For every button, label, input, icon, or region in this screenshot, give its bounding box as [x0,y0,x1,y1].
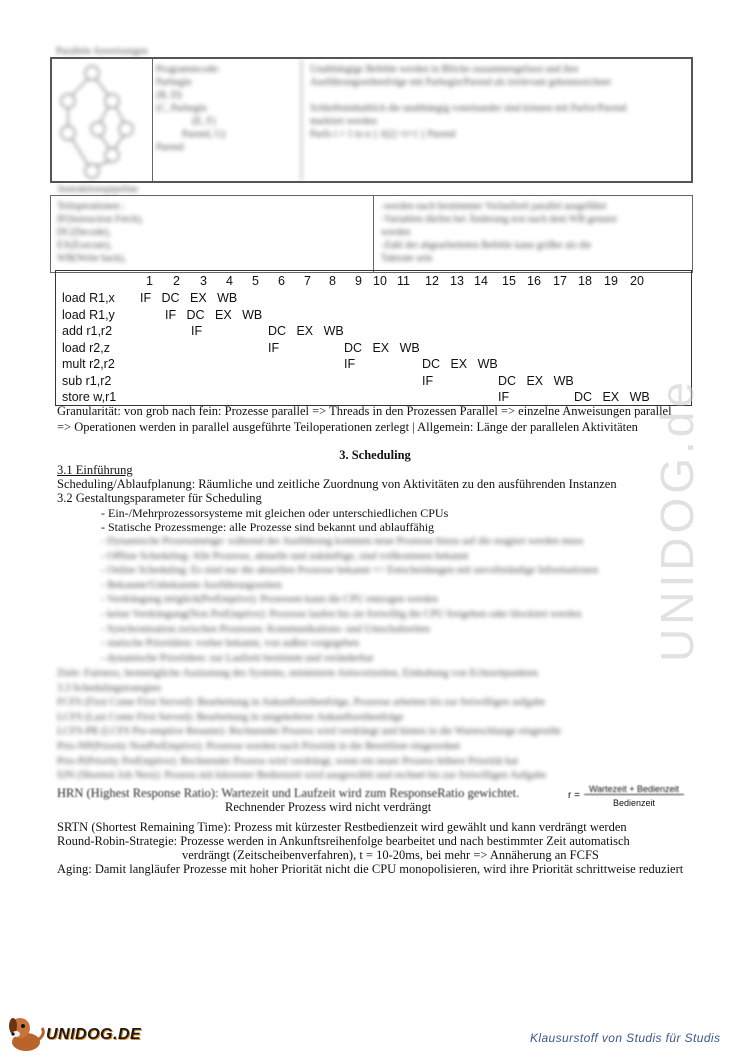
clock-number: 4 [226,274,233,288]
round-robin-line-2: verdrängt (Zeitscheibenverfahren), t = 10-20ms, bei mehr => Annäherung an FCFS [182,848,599,862]
pipe-line: -Variablen dürfen bei Änderung erst nach dem WB genutzt [381,214,617,225]
instruction-stage-if: IF [422,374,434,388]
bullet-item: - Statische Prozessmenge: alle Prozesse sind bekannt und ablauffähig [101,520,435,534]
bullet-item: - dynamische Prioritäten: zur Laufzeit bestimmt und veränderbar [101,652,374,664]
bullet-item: - keine Verdrängung(Non PreEmptive): Prozesse laufen bis sie freiwillig die CPU freigeben oder blockiert werden [101,608,582,620]
text-line: Prio-P(Priority PreEmptive): Rechnender Prozess wird verdrängt, wenn ein neuer Prozess höhere Priorität hat [57,755,519,767]
text-line: Ziele: Fairness, bestmögliche Auslastung des Systems, minimierte Antwortzeiten, Einhaltung von Echtzeitpunkten [57,668,538,679]
parallel-table [50,57,693,183]
description-cell [310,63,690,141]
bullet-item: - Ein-/Mehrprozessorsysteme mit gleichen oder unterschiedlichen CPUs [101,506,449,520]
clock-number: 1 [146,274,153,288]
instruction-label: add r1,r2 [62,324,113,338]
clock-number: 16 [527,274,541,288]
granularity-line: => Operationen werden in parallel ausgeführte Teiloperationen zerlegt | Allgemein: Länge der parallelen Aktivitäten [57,420,638,434]
instruction-stages: DC EX WB [268,324,344,338]
round-robin-line: Round-Robin-Strategie: Prozesse werden in Ankunftsreihenfolge bearbeitet und nach bestimmter Zeit automatisch [57,834,630,848]
formula-denominator: Bedienzeit [612,798,656,808]
formula-numerator: Wartezeit + Bedienzeit [584,784,684,795]
code-line: Parend [156,142,184,153]
graph-cell [52,59,153,181]
pipeline-caption: Instruktionspipeline [58,184,138,195]
text-line: SJN (Shortest Job Next): Prozess mit kürzester Bedienzeit wird ausgewählt und rechnet bis zur freiwilligen Aufgabe [57,770,547,782]
instruction-stages: DC EX WB [422,357,498,371]
aging-line: Aging: Damit langläufer Prozesse mit hoher Priorität nicht die CPU monopolisieren, wird ihre Priorität schrittweise reduziert [57,862,684,876]
pipeline-right [381,200,617,265]
bullet-item: - Bekannte/Unbekannte Ausführungszeiten [101,579,282,591]
footer-tagline: Klausurstoff von Studis für Studis [530,1031,721,1045]
subsection-heading: 3.1 Einführung [57,463,133,477]
clock-number: 3 [200,274,207,288]
instruction-label: sub r1,r2 [62,374,112,388]
pipe-line: DC(Decode), [57,227,111,238]
clock-number: 14 [474,274,488,288]
pipeline-left [57,200,143,265]
section-title: 3. Scheduling [339,448,411,462]
pipe-line: Teiloperationen : [57,201,125,212]
pipeline-schedule [55,270,692,406]
pipe-line: Taktrate sein [381,253,433,264]
pipe-line: -werden nach bestimmter Vorlaufzeit parallel ausgeführt [381,201,607,212]
pipe-line: IF(Instruction Fetch), [57,214,144,225]
text-line: FCFS (First Come First Served): Bearbeitung in Ankunftsreihenfolge, Prozesse arbeiten bis zur freiwilligen aufgabe [57,697,546,709]
code-line: (B, D) [156,90,182,101]
watermark-label: UNIDOG.de [651,378,703,662]
clock-number: 20 [630,274,644,288]
clock-number: 8 [329,274,336,288]
clock-number: 9 [355,274,362,288]
bullet-item: - Synchronisation zwischen Prozessen: Kommunikations- und Umschaltzeiten [101,623,430,635]
srtn-line: SRTN (Shortest Remaining Time): Prozess mit kürzester Restbedienzeit wird gewählt und kann verdrängt werden [57,820,627,834]
instruction-label: load R1,y [62,308,115,322]
bullet-item: - Dynamische Prozessmenge: während der Ausführung kommen neue Prozesse hinzu auf die reagiert werden muss [101,536,584,547]
instruction-stages: DC EX WB [498,374,574,388]
code-line: Parend, G) [182,129,226,140]
dog-logo-icon [6,1012,46,1054]
clock-number: 19 [604,274,618,288]
clock-number: 10 [373,274,387,288]
hrn-line: HRN (Highest Response Ratio): Wartezeit und Laufzeit wird zum ResponseRatio gewichtet. [57,786,520,800]
logo-text: UNIDOG.DE [46,1026,142,1043]
code-line: (E, F) [192,116,216,127]
top-caption: Parallele Anweisungen [56,46,148,57]
code-line: (C, Parbegin [156,103,207,114]
instruction-stages: IF DC EX WB [165,308,263,322]
formula-r: r = [568,790,580,801]
clock-number: 6 [278,274,285,288]
code-line: Parbegin [156,77,192,88]
code-line: Programmcode: [156,64,220,75]
instruction-stages: DC EX WB [344,341,420,355]
instruction-stages: DC EX WB [574,390,650,404]
pipe-line: EX(Execute), [57,240,112,251]
instruction-stages: IF DC EX WB [140,291,238,305]
instruction-stage-if: IF [498,390,510,404]
clock-number: 12 [425,274,439,288]
pipe-line: WB(Write back), [57,253,127,264]
instruction-label: store w,r1 [62,390,117,404]
clock-number: 2 [173,274,180,288]
bullet-item: - Offline Scheduling: Alle Prozesse, aktuelle und zukünftige, sind vollkommen bekannt [101,550,469,562]
granularity-line: Granularität: von grob nach fein: Prozesse parallel => Threads in den Prozessen Parallel => einzelne Anweisungen parallel [57,404,672,418]
text-line: 3.3 Schedulingstrategien [57,682,161,694]
instruction-stage-if: IF [344,357,356,371]
definition-text: Scheduling/Ablaufplanung: Räumliche und zeitliche Zuordnung von Aktivitäten zu den ausführenden Instanzen [57,477,617,491]
instruction-label: load R1,x [62,291,115,305]
clock-number: 18 [578,274,592,288]
instruction-label: mult r2,r2 [62,357,115,371]
text-line: LCFS (Last Come First Served): Bearbeitung in umgekehrter Ankunftsreihenfolge [57,711,404,723]
pipe-line: -Zahl der abgearbeiteten Befehle kann größer als die [381,240,592,251]
bullet-item: - statische Prioritäten: vorher bekannt, von außen vorgegeben [101,638,360,650]
desc-line: Unabhängige Befehle werden in Blöcke zusammengefasst und ihre [310,64,579,75]
desc-line: Parfo i = 1 to n { A[i] =i+1 } Parend [310,129,456,140]
clock-number: 5 [252,274,259,288]
text-line: Prio-NP(Priority NonPreEmptive): Prozesse werden nach Priorität in die Bereitliste eingeordnet [57,740,461,752]
clock-number: 17 [553,274,567,288]
blurred-strategies [57,667,561,784]
pipeline-box [50,195,693,273]
process-graph-diagram [52,59,152,181]
instruction-stage-if: IF [268,341,280,355]
bullet-item: - Online Scheduling: Es sind nur die aktuellen Prozesse bekannt => Entscheidungen mit unvollständige Informationen [101,565,599,577]
program-code-cell [152,59,302,181]
clock-number: 13 [450,274,464,288]
bullet-item: - Verdrängung möglich(PreEmptive): Prozessen kann die CPU entzogen werden [101,594,438,606]
clock-number: 7 [304,274,311,288]
clock-number: 15 [502,274,516,288]
hrn-line-2: Rechnender Prozess wird nicht verdrängt [225,800,432,814]
clock-number: 11 [397,274,410,288]
desc-line: markiert werden: [310,116,379,127]
instruction-label: load r2,z [62,341,110,355]
pipe-line: werden [381,227,411,238]
desc-line: Schleifeninhaltlich die unabhängig voneinander sind können mit Parfor/Parend [310,103,627,114]
desc-line: Ausführungsreihenfolge mit Parbegin/Parend als irrelevant gekennzeichnet [310,77,611,88]
instruction-stage-if: IF [191,324,203,338]
subsection-heading: 3.2 Gestaltungsparameter für Scheduling [57,491,262,505]
text-line: LCFS-PR (LCFS Pre-emptive Resume): Rechnender Prozess wird verdrängt und hinten in die Warteschlange eingereiht [57,726,561,738]
